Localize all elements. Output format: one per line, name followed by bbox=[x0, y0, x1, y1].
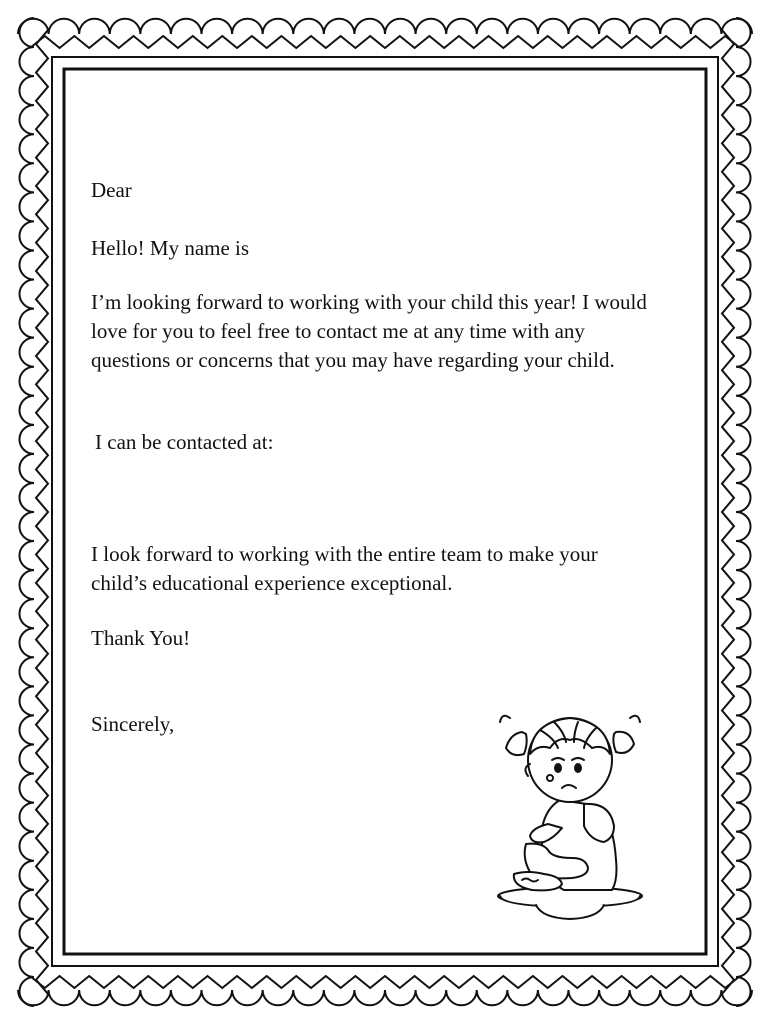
scallop bbox=[30, 976, 740, 988]
intro-line: Hello! My name is bbox=[91, 236, 250, 260]
scallop bbox=[30, 36, 740, 48]
scallop bbox=[722, 30, 734, 994]
girl-sitting-on-stool-icon bbox=[492, 708, 652, 928]
greeting: Dear bbox=[91, 178, 132, 202]
contact-line: I can be contacted at: bbox=[95, 430, 274, 454]
thanks-line: Thank You! bbox=[91, 626, 191, 650]
scallop bbox=[18, 19, 752, 34]
scallop bbox=[18, 990, 752, 1005]
scallop bbox=[36, 30, 48, 994]
closing-line: Sincerely, bbox=[91, 712, 175, 736]
scallop bbox=[19, 18, 34, 1006]
body-paragraph-1: I’m looking forward to working with your child this year! I would love for you to feel free to contact me at any time with any questions or concerns that you may have regarding your child. bbox=[91, 290, 647, 372]
body-paragraph-2: I look forward to working with the entire team to make your child’s educational experience exceptional. bbox=[91, 542, 598, 595]
scallop bbox=[736, 18, 751, 1006]
